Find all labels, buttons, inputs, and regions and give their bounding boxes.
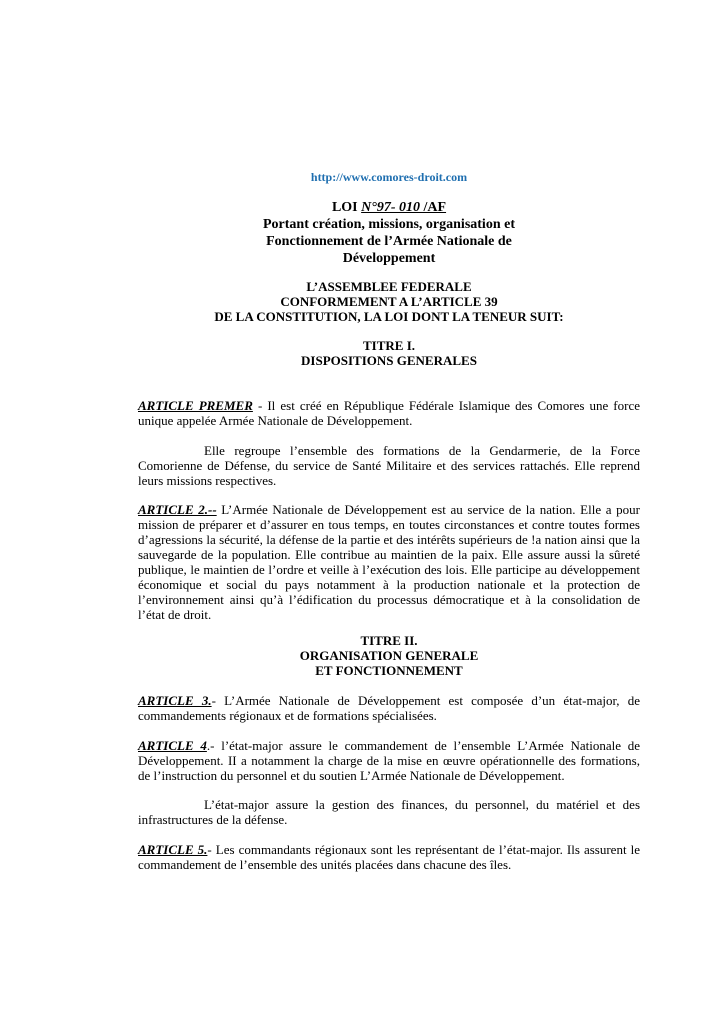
law-suffix: /AF: [423, 200, 447, 215]
article-1: [138, 398, 640, 428]
article-5: [138, 842, 640, 872]
article-4-text: .- l’état-major assure le commandement de l’ensemble L’Armée Nationale de Développement. II a notamment la charge de la mise en œuvre opérationnelle des formations, de l’instruction du personnel et du soutien L’Armée Nationale de Développement.: [138, 738, 640, 783]
preamble: [138, 279, 640, 324]
law-title-line3: Développement: [342, 251, 436, 266]
source-url[interactable]: http://www.comores-droit.com: [310, 170, 468, 184]
article-3-text: - L’Armée Nationale de Développement est composée d’un état-major, de commandements régionaux et de formations spécialisées.: [138, 693, 640, 723]
article-5-label: ARTICLE 5.: [138, 842, 208, 857]
preamble-line1: L’ASSEMBLEE FEDERALE: [306, 279, 472, 294]
article-1-label: ARTICLE PREMER: [138, 398, 253, 413]
article-1-text: - Il est créé en République Fédérale Islamique des Comores une force unique appelée Armée Nationale de Développement.: [138, 398, 641, 428]
preamble-line3: DE LA CONSTITUTION, LA LOI DONT LA TENEUR SUIT:: [214, 309, 564, 324]
law-number: N°97- 010: [361, 200, 424, 215]
law-title: [138, 199, 640, 267]
article-3-label: ARTICLE 3.: [138, 693, 212, 708]
titre-2-heading2: ET FONCTIONNEMENT: [315, 663, 463, 678]
titre-2-heading1: ORGANISATION GENERALE: [299, 648, 479, 663]
article-5-text: - Les commandants régionaux sont les représentant de l’état-major. Ils assurent le commandement de l’ensemble des unités placées dans chacune des îles.: [138, 842, 640, 872]
preamble-line2: CONFORMEMENT A L’ARTICLE 39: [280, 294, 498, 309]
article-2-label: ARTICLE 2.--: [138, 502, 217, 517]
article-2: [138, 502, 640, 622]
law-title-line2: Fonctionnement de l’Armée Nationale de: [266, 234, 512, 249]
article-1-para2: Elle regroupe l’ensemble des formations de la Gendarmerie, de la Force Comorienne de Défense, du service de Santé Militaire et des services rattachés. Elle reprend leurs missions respectives.: [138, 443, 640, 488]
article-2-text: L’Armée Nationale de Développement est au service de la nation. Elle a pour mission de préparer et d’assurer en tous temps, en toutes circonstances et contre toutes formes d’agressions la sécurité, la défense de la partie et des intérêts supérieurs de !a nation ainsi que la sauvegarde de la population. Elle contribue au maintien de la paix. Elle assure aussi la sûreté publique, le maintien de l’ordre et veille à l’exécution des lois. Elle participe au développement économique et social du pays notamment à la production nationale et la protection de l’environnement ainsi qu’à l’édification du processus démocratique et à la consolidation de l’état de droit.: [138, 502, 640, 622]
article-4-label: ARTICLE 4: [138, 738, 207, 753]
titre-1: [138, 338, 640, 368]
titre-1-heading: DISPOSITIONS GENERALES: [301, 353, 477, 368]
article-3: [138, 693, 640, 723]
law-number-line: [138, 199, 640, 216]
law-title-line1: Portant création, missions, organisation et: [263, 217, 515, 232]
titre-2-label: TITRE II.: [360, 633, 418, 648]
article-4: [138, 738, 640, 783]
law-prefix: LOI: [331, 200, 362, 215]
titre-1-label: TITRE I.: [362, 338, 416, 353]
titre-2: [138, 633, 640, 678]
article-4-para2: L’état-major assure la gestion des finances, du personnel, du matériel et des infrastructures de la défense.: [138, 797, 640, 827]
